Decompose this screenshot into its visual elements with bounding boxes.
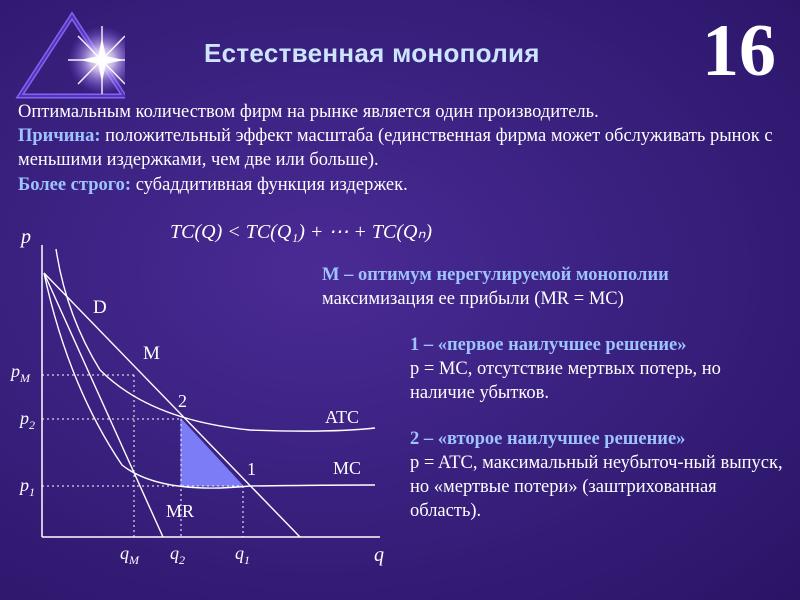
x-axis-label: q bbox=[374, 544, 384, 566]
q1-tick-label: $q_1$ bbox=[235, 543, 250, 567]
note1-body: p = MC, отсутствие мертвых потерь, но наличие убытков. bbox=[410, 359, 721, 403]
pm-tick-label: $p_M$ bbox=[11, 361, 30, 385]
mr-label: MR bbox=[166, 501, 195, 521]
page-title: Естественная монополия bbox=[204, 38, 540, 68]
mc-label: MC bbox=[333, 458, 362, 478]
formula-text: TC(Q) < TC(Q₁) + ⋯ + TC(Qₙ) bbox=[170, 221, 433, 243]
strict-text: субаддитивная функция издержек. bbox=[131, 175, 408, 195]
second-best-note bbox=[410, 427, 790, 523]
logo-star-icon bbox=[10, 8, 125, 100]
qm-tick-label: $q_M$ bbox=[120, 543, 139, 567]
p1-tick-label: $p_1$ bbox=[20, 475, 35, 499]
atc-label: ATC bbox=[325, 407, 360, 427]
demand-curve bbox=[44, 273, 300, 537]
strict-paragraph bbox=[18, 173, 718, 197]
slide-number: 16 bbox=[702, 10, 776, 92]
strict-label: Более строго: bbox=[18, 175, 132, 195]
q2-tick-label: $q_2$ bbox=[170, 543, 185, 567]
deadweight-loss-region bbox=[181, 419, 243, 486]
note2-head: 2 – «второе наилучшее решение» bbox=[410, 429, 686, 449]
intro-text: Оптимальным количеством фирм на рынке является один производитель. bbox=[18, 102, 599, 122]
note1-head: 1 – «первое наилучшее решение» bbox=[410, 335, 687, 355]
m-point-note bbox=[322, 263, 776, 311]
reason-paragraph bbox=[18, 124, 798, 172]
y-axis-label: p bbox=[21, 226, 31, 248]
note2-body: p = ATC, максимальный неубыточ-ный выпуск, но «мертвые потери» (заштрихованная область). bbox=[410, 453, 783, 521]
point-m-label: M bbox=[143, 343, 160, 364]
demand-label: D bbox=[93, 297, 107, 318]
reason-text: положительный эффект масштаба (единственная фирма может обслуживать рынок с меньшими издержками, чем две или больше). bbox=[18, 126, 773, 170]
point-1-label: 1 bbox=[247, 459, 256, 479]
m-note-body: максимизация ее прибыли (MR = MC) bbox=[322, 289, 624, 309]
m-note-head: M – оптимум нерегулируемой монополии bbox=[322, 265, 669, 285]
reason-label: Причина: bbox=[18, 126, 101, 146]
point-2-label: 2 bbox=[178, 391, 187, 411]
p2-tick-label: $p_2$ bbox=[20, 408, 35, 432]
first-best-note bbox=[410, 333, 790, 405]
